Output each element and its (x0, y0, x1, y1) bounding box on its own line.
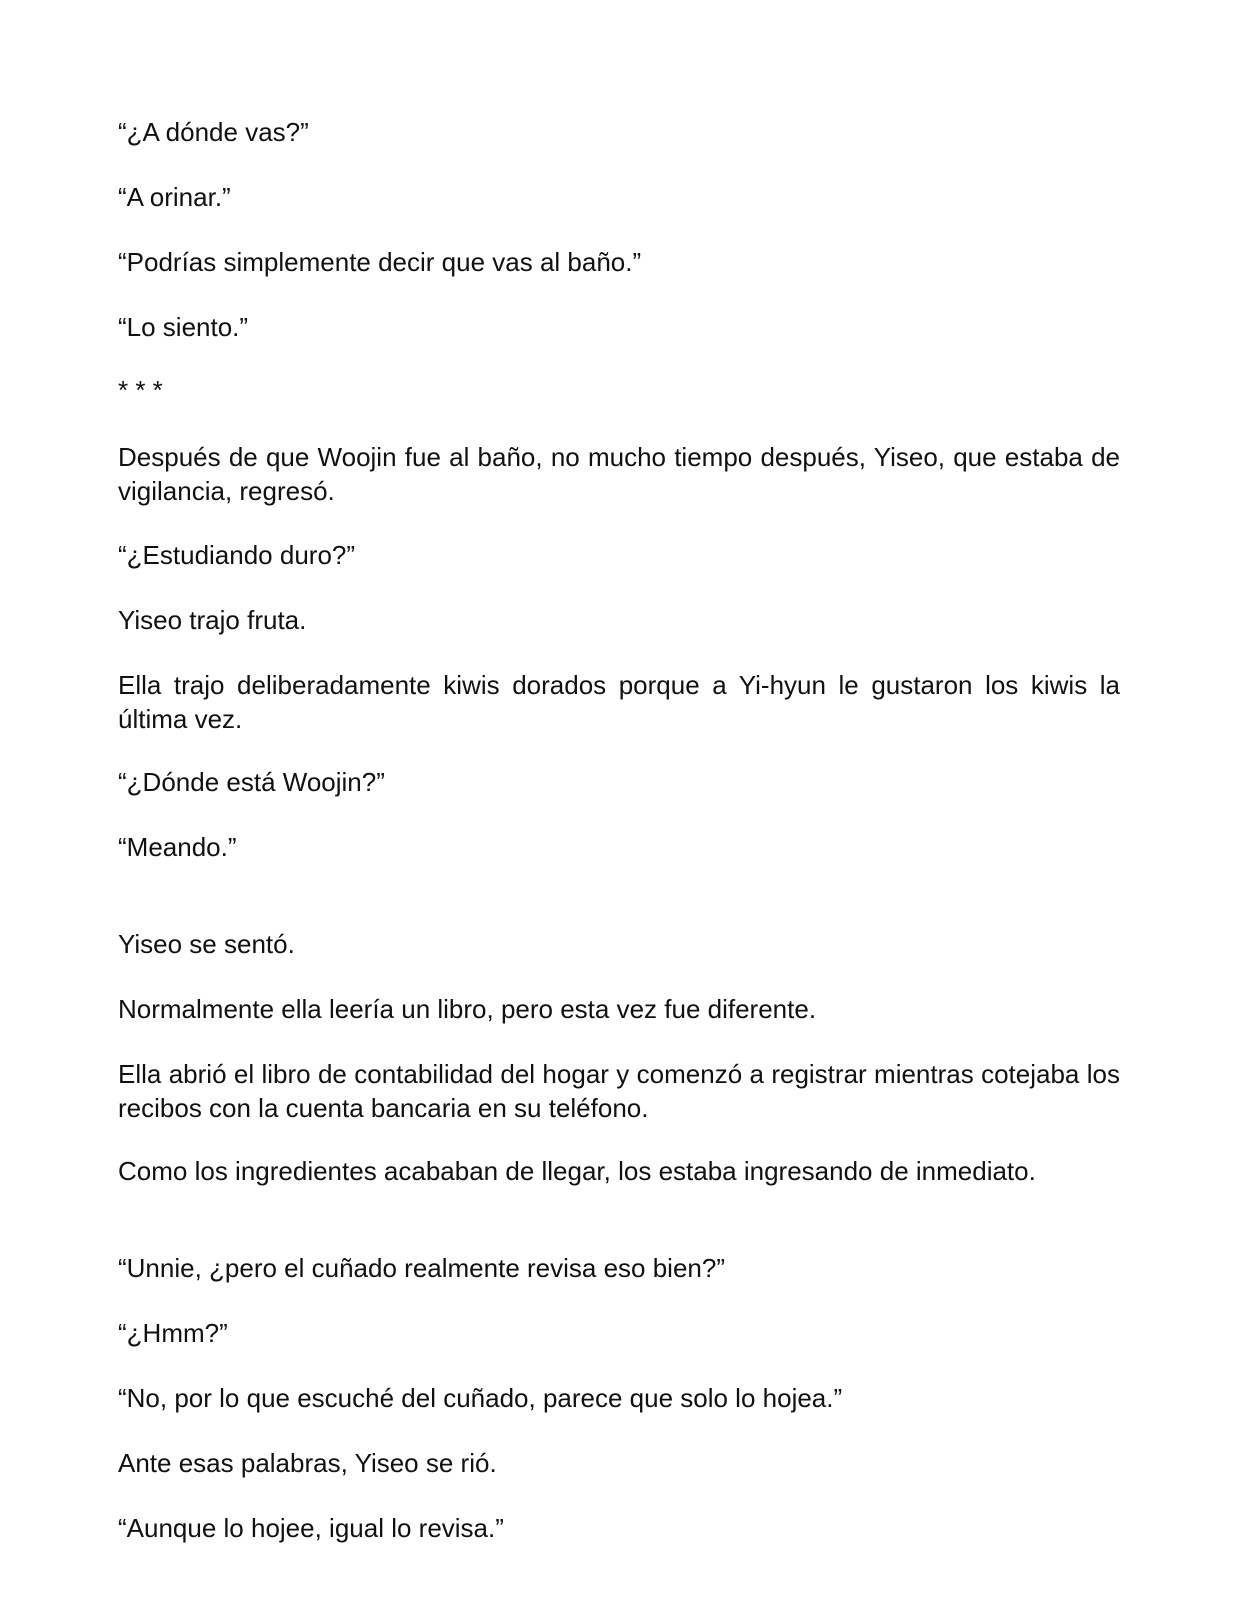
paragraph: Después de que Woojin fue al baño, no mucho tiempo después, Yiseo, que estaba de vigilancia, regresó. (118, 442, 1120, 506)
paragraph: “¿A dónde vas?” (118, 117, 309, 147)
paragraph: Yiseo se sentó. (118, 929, 295, 959)
paragraph: Normalmente ella leería un libro, pero esta vez fue diferente. (118, 994, 817, 1024)
paragraph: “No, por lo que escuché del cuñado, parece que solo lo hojea.” (118, 1383, 843, 1413)
paragraph: “¿Dónde está Woojin?” (118, 767, 385, 797)
paragraph: Yiseo trajo fruta. (118, 605, 307, 635)
paragraph: “¿Estudiando duro?” (118, 540, 356, 570)
paragraph: Ante esas palabras, Yiseo se rió. (118, 1448, 497, 1478)
paragraph: “A orinar.” (118, 182, 231, 212)
paragraph: “¿Hmm?” (118, 1318, 228, 1348)
paragraph: Como los ingredientes acababan de llegar, los estaba ingresando de inmediato. (118, 1156, 1036, 1186)
paragraph: “Meando.” (118, 832, 237, 862)
scene-break: * * * (118, 375, 163, 405)
paragraph: “Unnie, ¿pero el cuñado realmente revisa eso bien?” (118, 1253, 726, 1283)
paragraph: “Lo siento.” (118, 312, 249, 342)
paragraph: “Aunque lo hojee, igual lo revisa.” (118, 1513, 504, 1543)
paragraph: “Podrías simplemente decir que vas al baño.” (118, 247, 642, 277)
paragraph: Ella abrió el libro de contabilidad del hogar y comenzó a registrar mientras cotejaba los recibos con la cuenta bancaria en su teléfono. (118, 1059, 1120, 1123)
paragraph: Ella trajo deliberadamente kiwis dorados porque a Yi-hyun le gustaron los kiwis la última vez. (118, 670, 1120, 734)
